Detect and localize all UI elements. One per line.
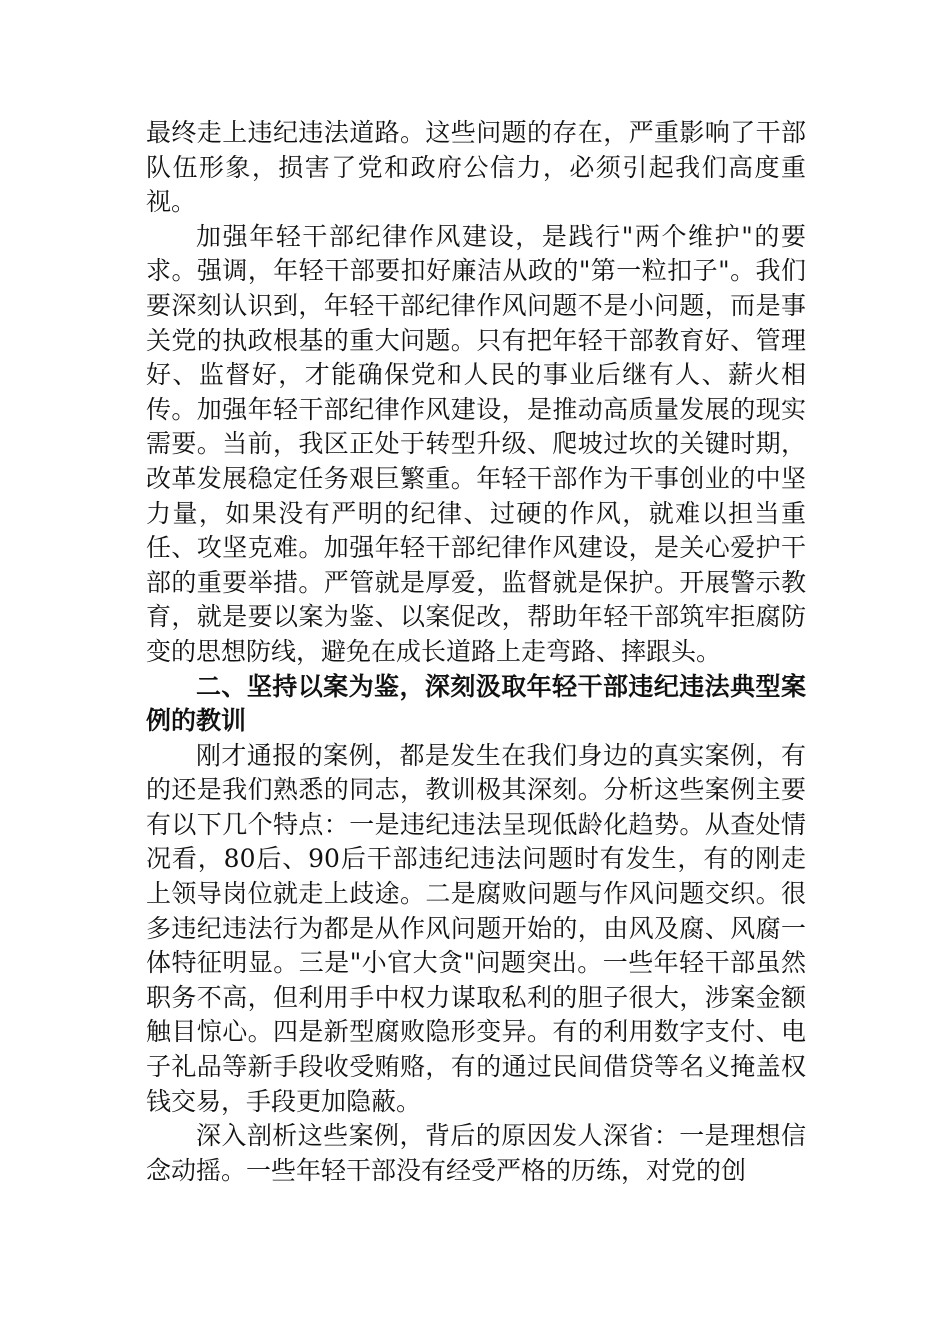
body-paragraph-3: 刚才通报的案例，都是发生在我们身边的真实案例，有的还是我们熟悉的同志，教训极其深刻。分析这些案例主要有以下几个特点：一是违纪违法呈现低龄化趋势。从查处情况看，80后、90后干部违纪违法问题时有发生，有的刚走上领导岗位就走上歧途。二是腐败问题与作风问题交织。很多违纪违法行为都是从作风问题开始的，由风及腐、风腐一体特征明显。三是"小官大贪"问题突出。一些年轻干部虽然职务不高，但利用手中权力谋取私利的胆子很大，涉案金额触目惊心。四是新型腐败隐形变异。有的利用数字支付、电子礼品等新手段收受贿赂，有的通过民间借贷等名义掩盖权钱交易，手段更加隐蔽。 bbox=[146, 740, 806, 1116]
document-body bbox=[146, 116, 806, 1188]
body-paragraph-4: 深入剖析这些案例，背后的原因发人深省：一是理想信念动摇。一些年轻干部没有经受严格的历练，对党的创 bbox=[146, 1121, 806, 1185]
body-paragraph-1: 最终走上违纪违法道路。这些问题的存在，严重影响了干部队伍形象，损害了党和政府公信力，必须引起我们高度重视。 bbox=[146, 118, 806, 217]
body-paragraph-2: 加强年轻干部纪律作风建设，是践行"两个维护"的要求。强调，年轻干部要扣好廉洁从政的"第一粒扣子"。我们要深刻认识到，年轻干部纪律作风问题不是小问题，而是事关党的执政根基的重大问题。只有把年轻干部教育好、管理好、监督好，才能确保党和人民的事业后继有人、薪火相传。加强年轻干部纪律作风建设，是推动高质量发展的现实需要。当前，我区正处于转型升级、爬坡过坎的关键时期，改革发展稳定任务艰巨繁重。年轻干部作为干事创业的中坚力量，如果没有严明的纪律、过硬的作风，就难以担当重任、攻坚克难。加强年轻干部纪律作风建设，是关心爱护干部的重要举措。严管就是厚爱，监督就是保护。开展警示教育，就是要以案为鉴、以案促改，帮助年轻干部筑牢拒腐防变的思想防线，避免在成长道路上走弯路、摔跟头。 bbox=[146, 221, 806, 666]
section-heading-2: 二、坚持以案为鉴，深刻汲取年轻干部违纪违法典型案例的教训 bbox=[146, 671, 806, 736]
